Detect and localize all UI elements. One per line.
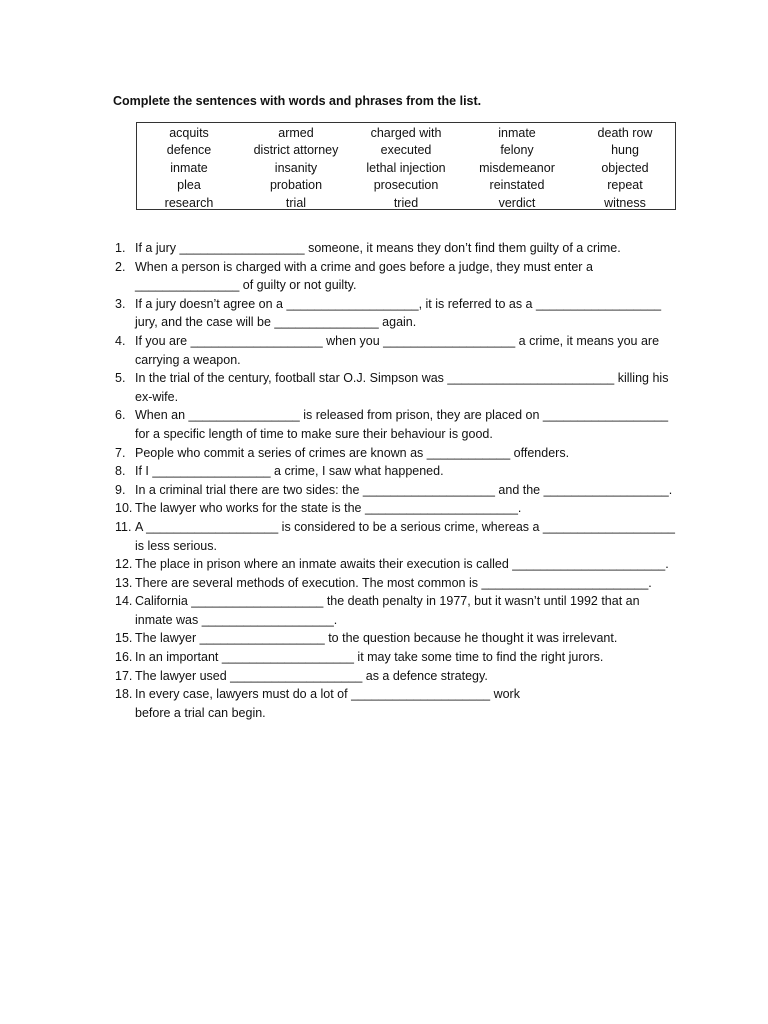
question-text [135, 295, 691, 332]
question-text [135, 481, 691, 500]
question-number: 13. [115, 575, 133, 590]
question-text [135, 369, 691, 406]
question-text [135, 499, 691, 518]
question-line: In every case, lawyers must do a lot of ____________________ work [135, 687, 520, 702]
question-item [111, 332, 691, 369]
word-list-item: trial [285, 195, 307, 210]
word-list-item: tried [393, 195, 419, 210]
question-line: When an ________________ is released from prison, they are placed on __________________ [135, 408, 669, 423]
word-list-item: inmate [170, 160, 208, 175]
question-line: A ___________________ is considered to be a serious crime, whereas a ___________________ [135, 519, 676, 534]
word-list-item: acquits [169, 126, 209, 140]
question-number: 15. [115, 631, 133, 646]
question-text [135, 667, 691, 686]
question-line: _______________ of guilty or not guilty. [135, 278, 357, 293]
question-line: If you are ___________________ when you ___________________ a crime, it means you are [135, 333, 660, 348]
question-line: The lawyer who works for the state is the ______________________. [135, 501, 522, 516]
question-number: 8. [115, 464, 126, 479]
word-list-item: hung [611, 143, 639, 158]
word-list-item: repeat [607, 178, 643, 193]
question-item [111, 295, 691, 332]
instructions-heading: Complete the sentences with words and phrases from the list. [113, 94, 482, 108]
question-text [135, 555, 691, 574]
question-item [111, 444, 691, 463]
question-line: In an important ___________________ it may take some time to find the right jurors. [135, 650, 604, 665]
question-item [111, 555, 691, 574]
question-text [135, 258, 691, 295]
word-list-grid [137, 125, 675, 212]
question-number: 10. [115, 501, 133, 516]
word-list-box [136, 122, 676, 210]
question-item [111, 685, 691, 722]
question-line: jury, and the case will be _______________ again. [135, 315, 417, 330]
word-list-item: defence [166, 143, 212, 158]
question-text [135, 629, 691, 648]
question-text [135, 332, 691, 369]
question-number: 17. [115, 668, 133, 683]
question-line: If a jury doesn’t agree on a ___________________, it is referred to as a __________________ [135, 296, 662, 311]
question-number: 5. [115, 371, 126, 386]
question-text [135, 239, 691, 258]
question-item [111, 258, 691, 295]
question-text [135, 574, 691, 593]
question-line: ex-wife. [135, 389, 179, 404]
question-item [111, 369, 691, 406]
question-line: If a jury __________________ someone, it means they don’t find them guilty of a crime. [135, 241, 621, 255]
question-number: 11. [115, 519, 132, 534]
question-number: 9. [115, 482, 126, 497]
word-list-item: witness [604, 195, 646, 210]
question-line: before a trial can begin. [135, 705, 266, 720]
question-text [135, 685, 691, 722]
question-line: When a person is charged with a crime and goes before a judge, they must enter a [135, 259, 593, 274]
question-number: 6. [115, 408, 126, 423]
question-number: 12. [115, 557, 133, 572]
word-list-item: insanity [274, 160, 318, 175]
question-line: inmate was ___________________. [135, 612, 338, 627]
word-list-item: inmate [498, 126, 536, 140]
question-item [111, 629, 691, 648]
word-list-item: prosecution [373, 178, 439, 193]
word-list-item: armed [278, 126, 314, 140]
question-text [135, 462, 691, 481]
question-line: The lawyer __________________ to the question because he thought it was irrelevant. [135, 631, 618, 646]
question-item [111, 667, 691, 686]
question-line: is less serious. [135, 538, 217, 553]
question-number: 7. [115, 445, 126, 460]
question-number: 18. [115, 687, 133, 702]
question-line: for a specific length of time to make sure their behaviour is good. [135, 426, 493, 441]
question-number: 4. [115, 333, 126, 348]
question-list [111, 239, 691, 722]
question-line: The lawyer used ___________________ as a defence strategy. [135, 668, 488, 683]
word-list-item: charged with [370, 126, 442, 140]
word-list-item: objected [601, 160, 649, 175]
word-list-item: death row [597, 126, 653, 140]
word-list-item: verdict [498, 195, 536, 210]
question-text [135, 406, 691, 443]
question-item [111, 592, 691, 629]
question-item [111, 574, 691, 593]
question-text [135, 518, 691, 555]
question-item [111, 518, 691, 555]
question-number: 2. [115, 259, 126, 274]
question-line: California ___________________ the death penalty in 1977, but it wasn’t until 1992 that an [135, 594, 640, 609]
question-line: People who commit a series of crimes are known as ____________ offenders. [135, 445, 570, 460]
word-list-item: misdemeanor [479, 160, 555, 175]
word-list-item: probation [269, 178, 323, 193]
question-line: If I _________________ a crime, I saw what happened. [135, 464, 444, 479]
question-number: 16. [115, 650, 133, 665]
question-line: In the trial of the century, football star O.J. Simpson was ________________________ killing his [135, 371, 669, 386]
question-text [135, 444, 691, 463]
question-line: In a criminal trial there are two sides: the ___________________ and the __________________. [135, 482, 673, 497]
question-number: 3. [115, 296, 126, 311]
question-line: carrying a weapon. [135, 352, 241, 367]
question-item [111, 406, 691, 443]
word-list-item: lethal injection [366, 160, 446, 175]
question-item [111, 462, 691, 481]
question-item [111, 648, 691, 667]
word-list-item: district attorney [253, 143, 339, 158]
question-item [111, 239, 691, 258]
question-number: 1. [115, 241, 126, 255]
question-text [135, 648, 691, 667]
question-item [111, 481, 691, 500]
word-list-item: plea [177, 178, 201, 193]
word-list-item: felony [500, 143, 534, 158]
question-text [135, 592, 691, 629]
word-list-item: executed [380, 143, 432, 158]
question-line: There are several methods of execution. The most common is ________________________. [135, 575, 652, 590]
question-line: The place in prison where an inmate awaits their execution is called ______________________. [135, 557, 669, 572]
word-list-item: reinstated [489, 178, 545, 193]
word-list-item: research [164, 195, 214, 210]
question-number: 14. [115, 594, 133, 609]
question-item [111, 499, 691, 518]
